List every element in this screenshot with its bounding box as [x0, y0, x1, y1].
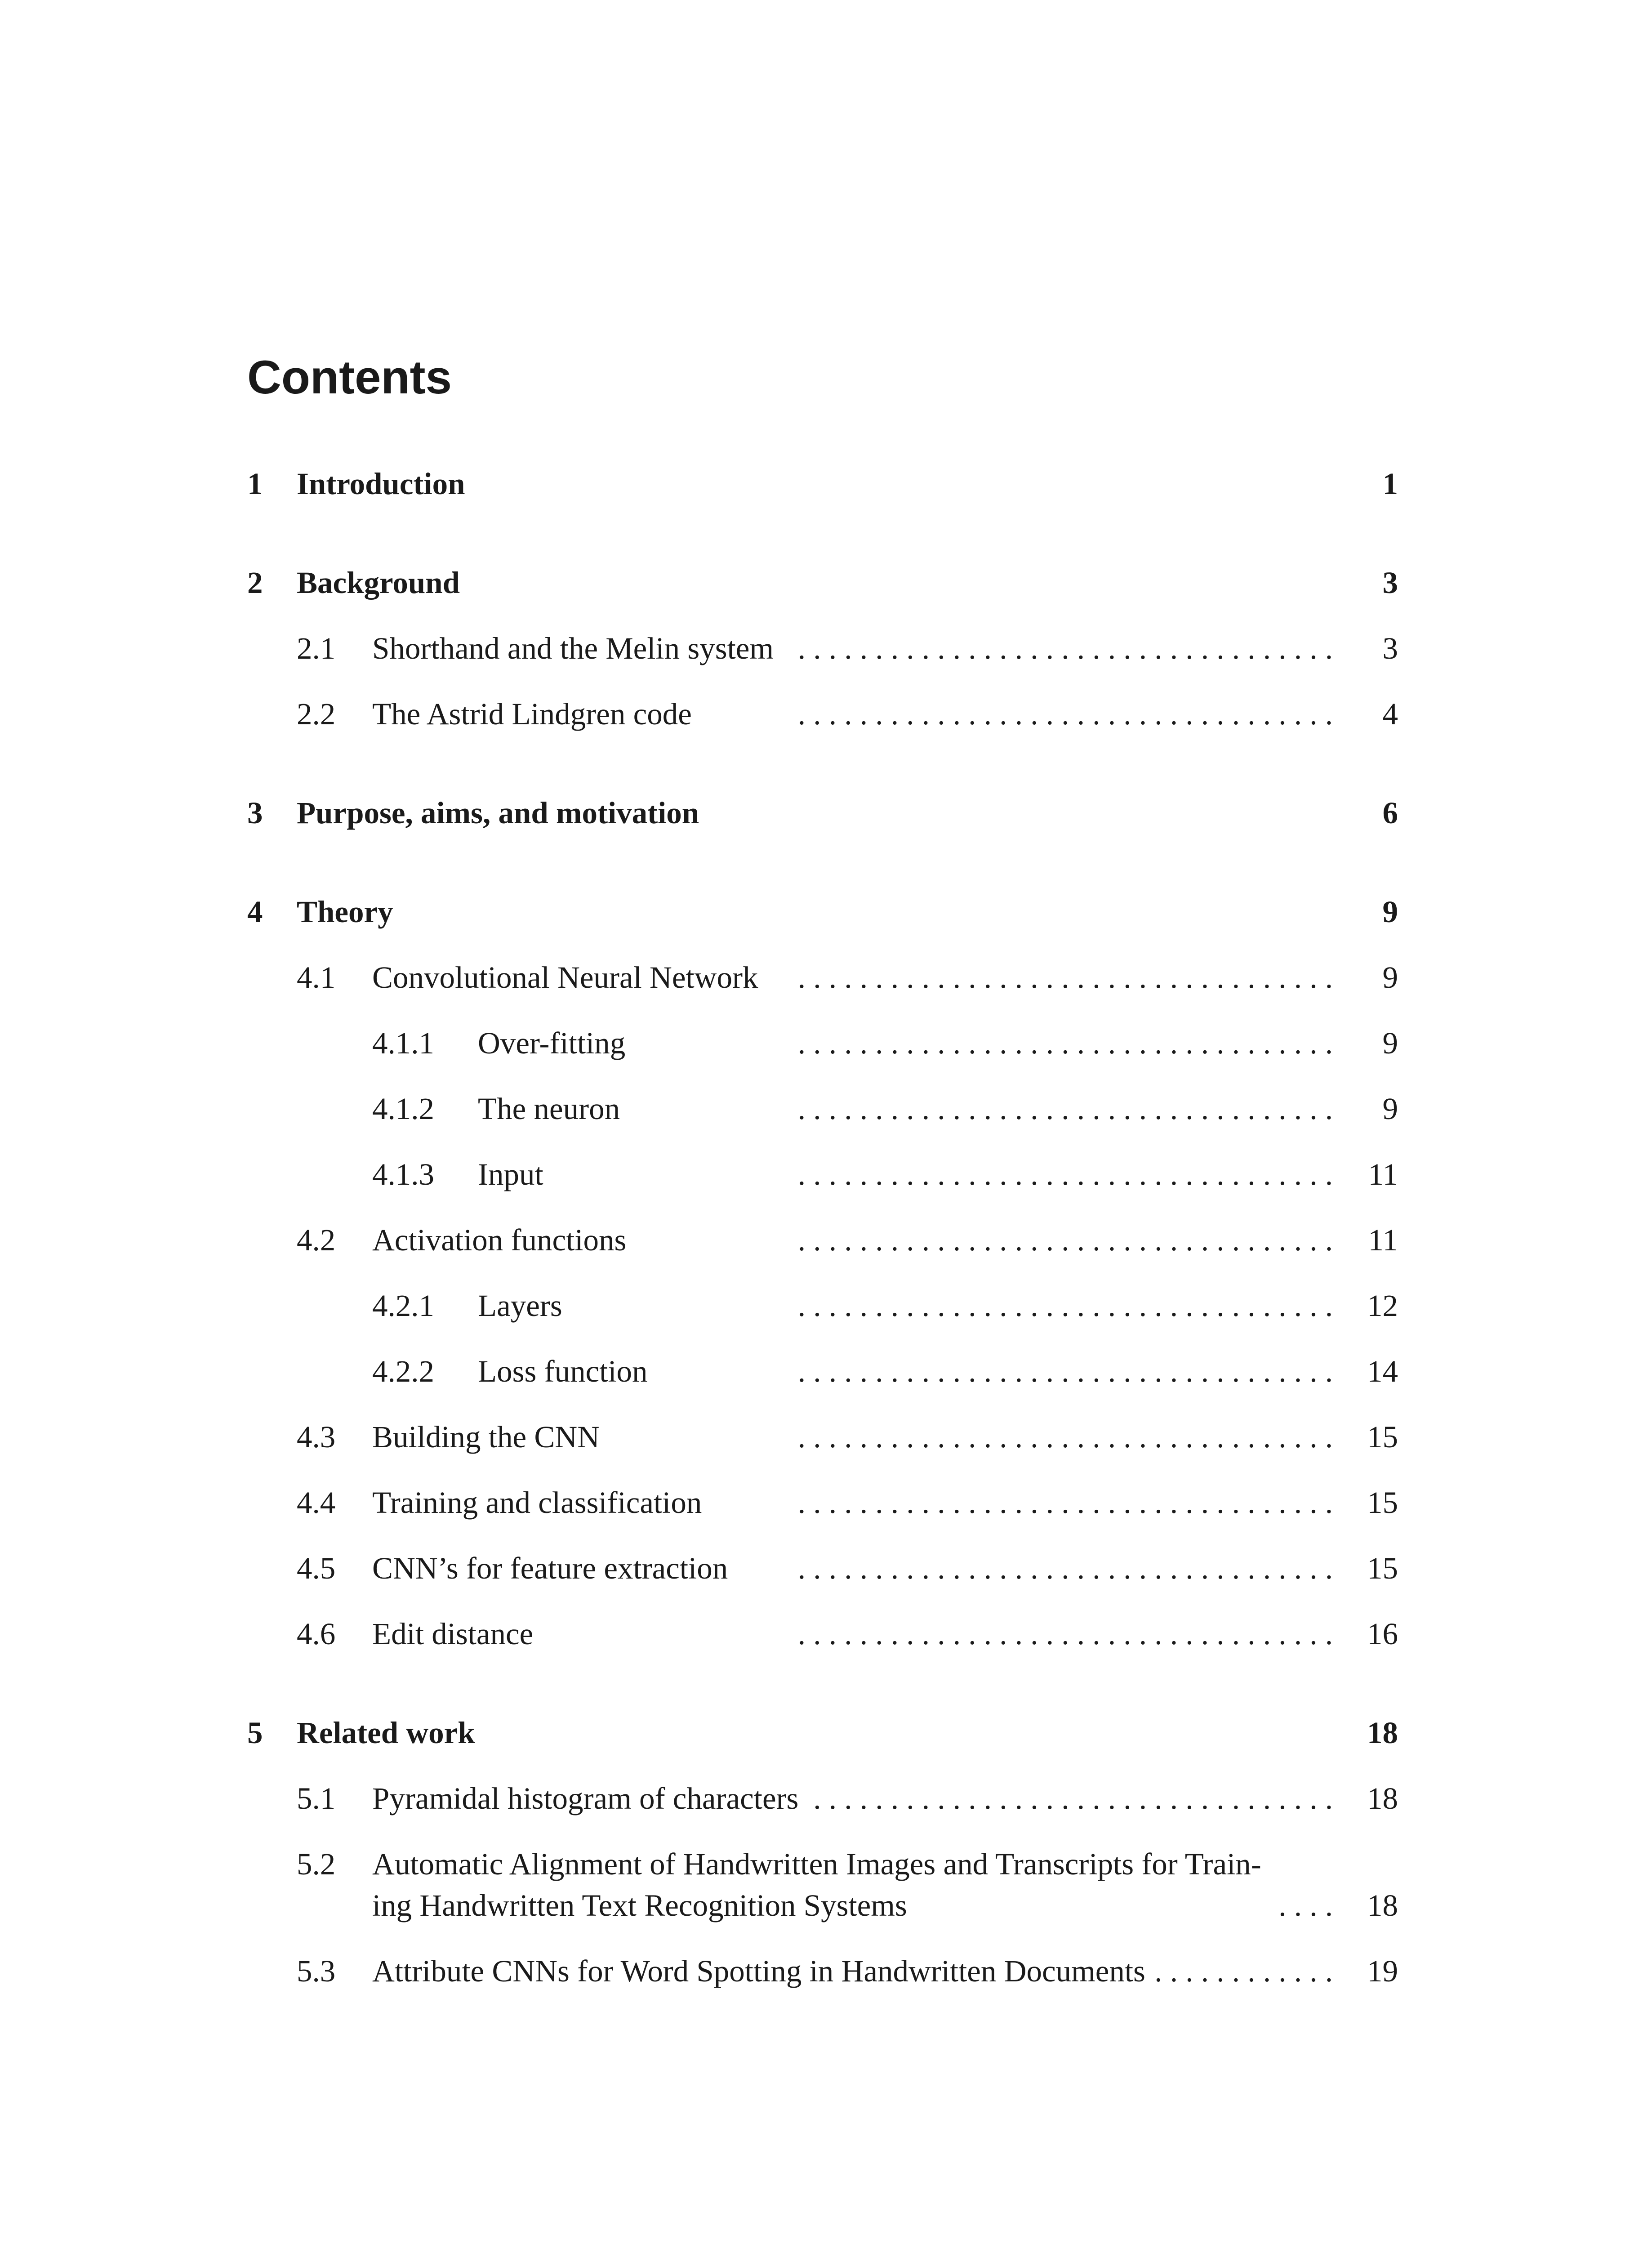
dot-leader: . . . . . . . . . . . . . . . . . . . . . . . . . . . . . . . . . . . — [797, 1354, 1333, 1388]
section-title: Attribute CNNs for Word Spotting in Handwritten Documents — [372, 1954, 1145, 1988]
page-number: 6 — [1382, 796, 1398, 830]
section-number: 4.4 — [297, 1485, 336, 1520]
page-number: 3 — [1382, 631, 1398, 665]
dot-leader: . . . . . . . . . . . . — [1154, 1954, 1333, 1988]
dot-leader: . . . . . . . . . . . . . . . . . . . . . . . . . . . . . . . . . . . — [797, 1289, 1333, 1323]
page-number: 12 — [1367, 1289, 1398, 1323]
subsection-title: Over-fitting — [478, 1026, 626, 1060]
dot-leader: . . . . . . . . . . . . . . . . . . . . . . . . . . . . . . . . . . . — [797, 1485, 1333, 1520]
section-number: 5.3 — [297, 1954, 336, 1988]
toc-section-entry[interactable] — [247, 693, 1398, 735]
dot-leader: . . . . . . . . . . . . . . . . . . . . . . . . . . . . . . . . . . . — [797, 1026, 1333, 1060]
dot-leader: . . . . . . . . . . . . . . . . . . . . . . . . . . . . . . . . . . . — [797, 1092, 1333, 1126]
toc-chapter-entry[interactable] — [247, 792, 1398, 834]
section-title-line: ing Handwritten Text Recognition Systems — [372, 1888, 907, 1922]
toc-section-entry[interactable] — [247, 1778, 1398, 1819]
toc-section-entry[interactable] — [247, 1219, 1398, 1261]
toc-subsection-entry[interactable] — [247, 1088, 1398, 1129]
chapter-number: 1 — [247, 467, 263, 501]
table-of-contents — [247, 463, 1398, 2049]
dot-leader: . . . . . . . . . . . . . . . . . . . . . . . . . . . . . . . . . . . — [797, 1420, 1333, 1454]
chapter-title: Theory — [297, 895, 393, 929]
subsection-title: The neuron — [478, 1092, 620, 1126]
page-number: 18 — [1367, 1888, 1398, 1922]
page-number: 4 — [1382, 697, 1398, 731]
page-number: 18 — [1367, 1781, 1398, 1815]
section-number: 2.1 — [297, 631, 336, 665]
page-number: 9 — [1382, 895, 1398, 929]
dot-leader: . . . . . . . . . . . . . . . . . . . . . . . . . . . . . . . . . . . — [797, 631, 1333, 665]
section-number: 2.2 — [297, 697, 336, 731]
section-number: 5.2 — [297, 1847, 336, 1881]
subsection-number: 4.1.3 — [372, 1157, 434, 1191]
page-number: 15 — [1367, 1420, 1398, 1454]
page-number: 3 — [1382, 566, 1398, 600]
page-title: Contents — [247, 351, 452, 404]
section-number: 4.1 — [297, 960, 336, 995]
toc-section-entry[interactable] — [247, 957, 1398, 998]
toc-subsection-entry[interactable] — [247, 1285, 1398, 1326]
section-title: CNN’s for feature extraction — [372, 1551, 728, 1585]
toc-section-entry[interactable] — [247, 1416, 1398, 1458]
chapter-title: Background — [297, 566, 460, 600]
page-number: 18 — [1367, 1716, 1398, 1750]
subsection-title: Input — [478, 1157, 543, 1191]
chapter-number: 4 — [247, 895, 263, 929]
chapter-number: 5 — [247, 1716, 263, 1750]
page-number: 1 — [1382, 467, 1398, 501]
dot-leader: . . . . . . . . . . . . . . . . . . . . . . . . . . . . . . . . . . . — [797, 697, 1333, 731]
toc-chapter-entry[interactable] — [247, 562, 1398, 603]
page-number: 15 — [1367, 1485, 1398, 1520]
toc-chapter-entry[interactable] — [247, 463, 1398, 504]
section-title: Building the CNN — [372, 1420, 600, 1454]
section-title: Training and classification — [372, 1485, 702, 1520]
chapter-title: Purpose, aims, and motivation — [297, 796, 699, 830]
dot-leader: . . . . . . . . . . . . . . . . . . . . . . . . . . . . . . . . . . . — [797, 1551, 1333, 1585]
section-title: Edit distance — [372, 1617, 534, 1651]
dot-leader: . . . . . . . . . . . . . . . . . . . . . . . . . . . . . . . . . . . — [797, 1617, 1333, 1651]
page-number: 16 — [1367, 1617, 1398, 1651]
page-number: 9 — [1382, 1026, 1398, 1060]
page-number: 19 — [1367, 1954, 1398, 1988]
section-number: 4.3 — [297, 1420, 336, 1454]
section-title: Shorthand and the Melin system — [372, 631, 774, 665]
dot-leader: . . . . . . . . . . . . . . . . . . . . . . . . . . . . . . . . . . — [813, 1781, 1333, 1815]
toc-section-entry[interactable] — [247, 1843, 1398, 1926]
subsection-number: 4.2.1 — [372, 1289, 434, 1323]
chapter-title: Related work — [297, 1716, 475, 1750]
toc-section-entry[interactable] — [247, 1548, 1398, 1589]
toc-chapter-entry[interactable] — [247, 1712, 1398, 1753]
toc-subsection-entry[interactable] — [247, 1351, 1398, 1392]
dot-leader: . . . . — [1278, 1888, 1333, 1922]
toc-subsection-entry[interactable] — [247, 1022, 1398, 1064]
section-number: 4.5 — [297, 1551, 336, 1585]
chapter-number: 2 — [247, 566, 263, 600]
dot-leader: . . . . . . . . . . . . . . . . . . . . . . . . . . . . . . . . . . . — [797, 1223, 1333, 1257]
section-title: Pyramidal histogram of characters — [372, 1781, 799, 1815]
subsection-number: 4.2.2 — [372, 1354, 434, 1388]
toc-section-entry[interactable] — [247, 1482, 1398, 1523]
page-number: 9 — [1382, 960, 1398, 995]
page-number: 14 — [1367, 1354, 1398, 1388]
page-number: 9 — [1382, 1092, 1398, 1126]
dot-leader: . . . . . . . . . . . . . . . . . . . . . . . . . . . . . . . . . . . — [797, 960, 1333, 995]
section-title: The Astrid Lindgren code — [372, 697, 692, 731]
toc-section-entry[interactable] — [247, 1950, 1398, 1992]
chapter-number: 3 — [247, 796, 263, 830]
toc-subsection-entry[interactable] — [247, 1154, 1398, 1195]
page-number: 11 — [1368, 1223, 1398, 1257]
section-title: Convolutional Neural Network — [372, 960, 758, 995]
subsection-title: Loss function — [478, 1354, 648, 1388]
chapter-title: Introduction — [297, 467, 465, 501]
subsection-title: Layers — [478, 1289, 562, 1323]
subsection-number: 4.1.1 — [372, 1026, 434, 1060]
page-number: 11 — [1368, 1157, 1398, 1191]
page-number: 15 — [1367, 1551, 1398, 1585]
section-number: 4.2 — [297, 1223, 336, 1257]
toc-section-entry[interactable] — [247, 1613, 1398, 1655]
dot-leader: . . . . . . . . . . . . . . . . . . . . . . . . . . . . . . . . . . . — [797, 1157, 1333, 1191]
toc-chapter-entry[interactable] — [247, 891, 1398, 932]
section-title-line: Automatic Alignment of Handwritten Images and Transcripts for Train- — [372, 1847, 1261, 1881]
subsection-number: 4.1.2 — [372, 1092, 434, 1126]
toc-section-entry[interactable] — [247, 628, 1398, 669]
section-number: 5.1 — [297, 1781, 336, 1815]
section-title: Activation functions — [372, 1223, 627, 1257]
section-number: 4.6 — [297, 1617, 336, 1651]
section-title — [372, 1843, 1261, 1926]
